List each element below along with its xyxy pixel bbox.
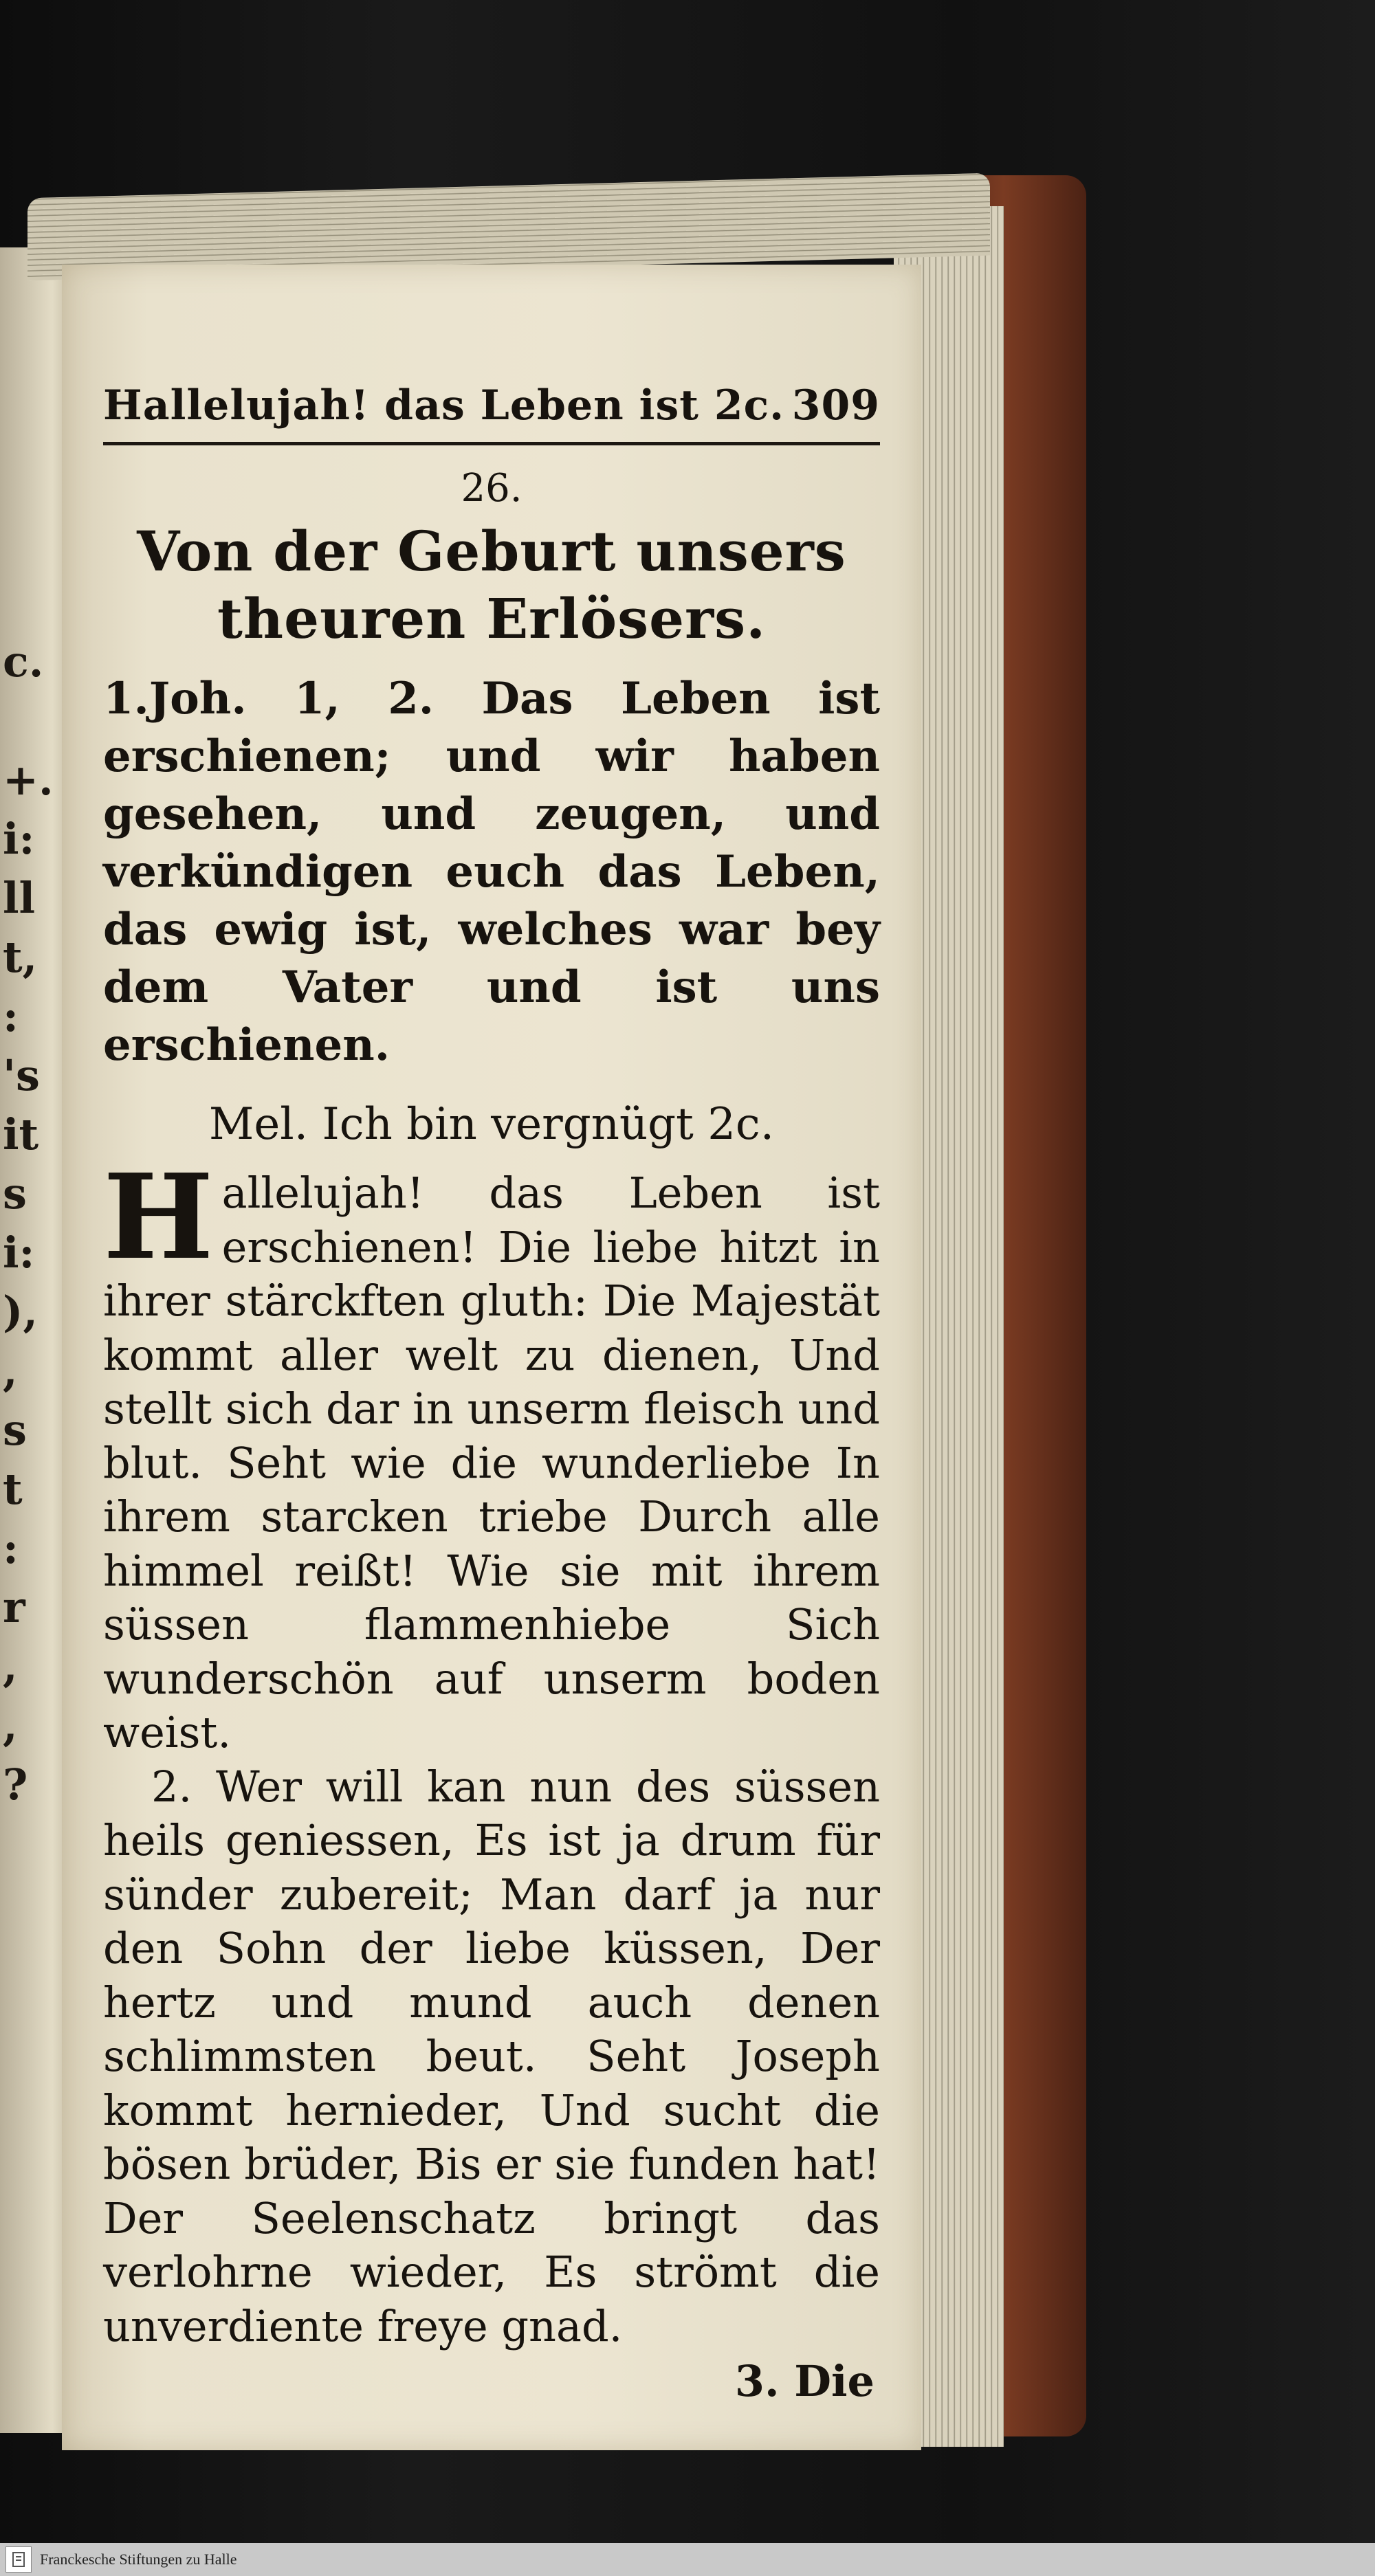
footer-text: Franckesche Stiftungen zu Halle (40, 2551, 237, 2568)
hymn-title: Von der Geburt unsers theuren Erlösers. (137, 519, 846, 651)
hymn-number: 26. (461, 466, 522, 511)
drop-capital: H (103, 1148, 214, 1286)
catchword: 3. Die (734, 2356, 874, 2406)
stanza-1-text: allelujah! das Leben ist erschienen! Die liebe hitzt in ihrer stärckften gluth: Die Majestät kommt aller welt zu dienen, Und stellt sich dar in unserm fleisch und blut. Seht wie die wunderliebe In ihrem starcken triebe Durch alle himmel reißt! Wie sie mit ihrem süssen flammenhiebe Sich wunderschön auf unserm boden weist. (103, 1168, 880, 1757)
page-number: 309 (791, 381, 880, 430)
page-text (103, 381, 880, 2406)
running-head-title: Hallelujah! das Leben ist 2c. (103, 381, 785, 430)
left-page-edge (0, 247, 65, 2433)
foundation-logo-icon (6, 2546, 32, 2573)
bible-verse: 1.Joh. 1, 2. Das Leben ist erschienen; und wir haben gesehen, und zeugen, und verkündigen euch das Leben, das ewig ist, welches war bey dem Vater und ist uns erschienen. (103, 673, 880, 1071)
footer-bar (0, 2543, 1375, 2576)
melody-line: Mel. Ich bin vergnügt 2c. (208, 1099, 775, 1150)
head-rule (103, 442, 880, 445)
running-head (103, 381, 880, 430)
left-page-fragments: c. +. i: ll t, : 's it s i: ), , s t : r , , ? (3, 636, 54, 1810)
stanza-2: 2. Wer will kan nun des süssen heils geniessen, Es ist ja drum für sünder zubereit; Man darf ja nur den Sohn der liebe küssen, Der hertz und mund auch denen schlimmsten beut. Seht Joseph kommt hernieder, Und sucht die bösen brüder, Bis er sie funden hat! Der Seelenschatz bringt das verlohrne wieder, Es strömt die unverdiente freye gnad. (103, 1761, 880, 2351)
stanza-1 (103, 1148, 880, 1760)
